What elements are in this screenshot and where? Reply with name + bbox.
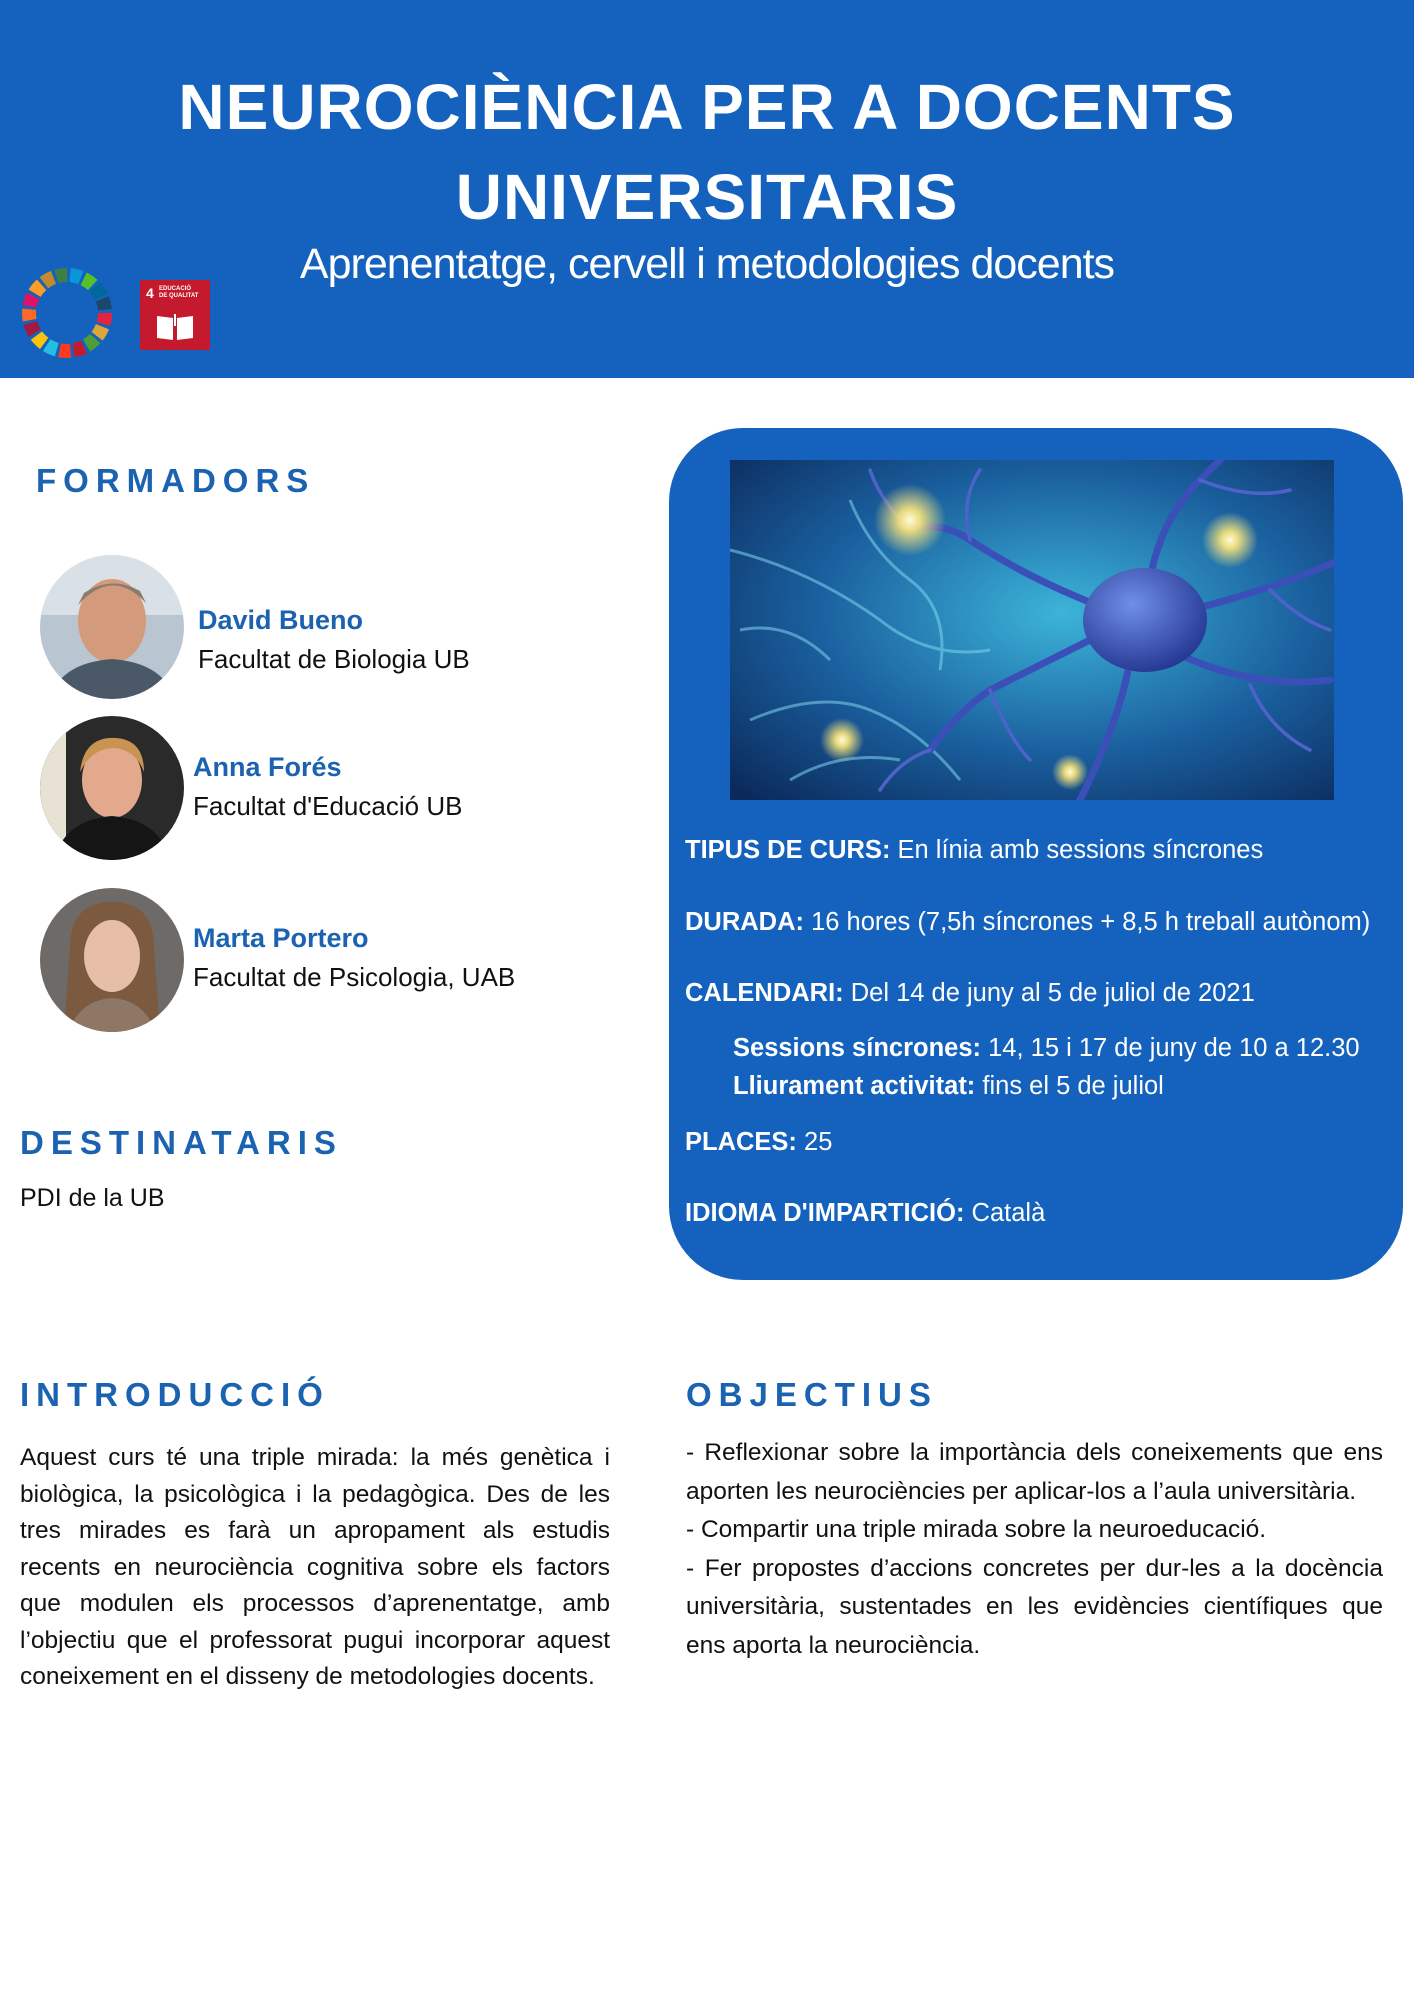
trainer-marta-portero — [40, 888, 620, 1032]
avatar — [40, 716, 184, 860]
sdg-goal-label: EDUCACIÓ DE QUALITAT — [159, 286, 199, 299]
objectius-list — [686, 1434, 1383, 1665]
page-title — [0, 62, 1414, 242]
course-type: TIPUS DE CURS: En línia amb sessions síncrones — [685, 836, 1264, 864]
introduccio-text: Aquest curs té una triple mirada: la més genètica i biològica, la psicològica i la pedagògica. Des de les tres mirades es farà un apropament als estudis recents en neurociència cognitiva sobre els factors que modulen els processos d’aprenentatge, amb l’objectiu que el professorat pugui incorporar aquest coneixement en el disseny de metodologies docents. — [20, 1444, 610, 1690]
course-duration: DURADA: 16 hores (7,5h síncrones + 8,5 h treball autònom) — [685, 908, 1371, 936]
header-banner — [0, 0, 1414, 378]
trainer-anna-fores — [40, 716, 620, 860]
sdg-wheel-icon — [20, 266, 114, 360]
destinataris-heading: DESTINATARIS — [20, 1124, 343, 1161]
objective-item: - Fer propostes d’accions concretes per dur-les a la docència universitària, sustentades en les evidències científiques que ens aporta la neurociència. — [686, 1554, 1383, 1659]
trainer-name: David Bueno — [198, 605, 364, 635]
avatar — [40, 555, 184, 699]
trainer-david-bueno — [40, 555, 620, 699]
course-info-panel — [669, 428, 1403, 1280]
course-language: IDIOMA D'IMPARTICIÓ: Català — [685, 1199, 1046, 1227]
course-calendar: CALENDARI: Del 14 de juny al 5 de juliol de 2021 — [685, 979, 1255, 1007]
title-line-1: NEUROCIÈNCIA PER A DOCENTS — [178, 71, 1236, 143]
sdg-goal-number: 4 — [146, 285, 154, 301]
neuron-image — [730, 460, 1334, 800]
book-icon — [155, 312, 195, 342]
formadors-heading: FORMADORS — [36, 462, 316, 499]
trainer-faculty: Facultat d'Educació UB — [193, 791, 463, 821]
trainer-name: Anna Forés — [193, 752, 342, 782]
sdg-goal-4-badge — [140, 280, 210, 350]
activity-delivery: Lliurament activitat: fins el 5 de juliol — [733, 1072, 1164, 1100]
objectius-heading: OBJECTIUS — [686, 1376, 938, 1413]
trainer-faculty: Facultat de Psicologia, UAB — [193, 962, 516, 992]
avatar — [40, 888, 184, 1032]
course-places: PLACES: 25 — [685, 1128, 833, 1156]
synchronous-sessions: Sessions síncrones: 14, 15 i 17 de juny de 10 a 12.30 — [733, 1034, 1360, 1062]
trainer-faculty: Facultat de Biologia UB — [198, 644, 470, 674]
destinataris-text: PDI de la UB — [20, 1184, 165, 1212]
objective-item: - Reflexionar sobre la importància dels coneixements que ens aporten les neurociències per aplicar-los a l’aula universitària. — [686, 1439, 1383, 1505]
trainer-name: Marta Portero — [193, 923, 369, 953]
title-line-2: UNIVERSITARIS — [455, 161, 959, 233]
introduccio-heading: INTRODUCCIÓ — [20, 1376, 330, 1413]
objective-item: - Compartir una triple mirada sobre la neuroeducació. — [686, 1516, 1267, 1543]
page-subtitle: Aprenentatge, cervell i metodologies docents — [299, 240, 1115, 288]
